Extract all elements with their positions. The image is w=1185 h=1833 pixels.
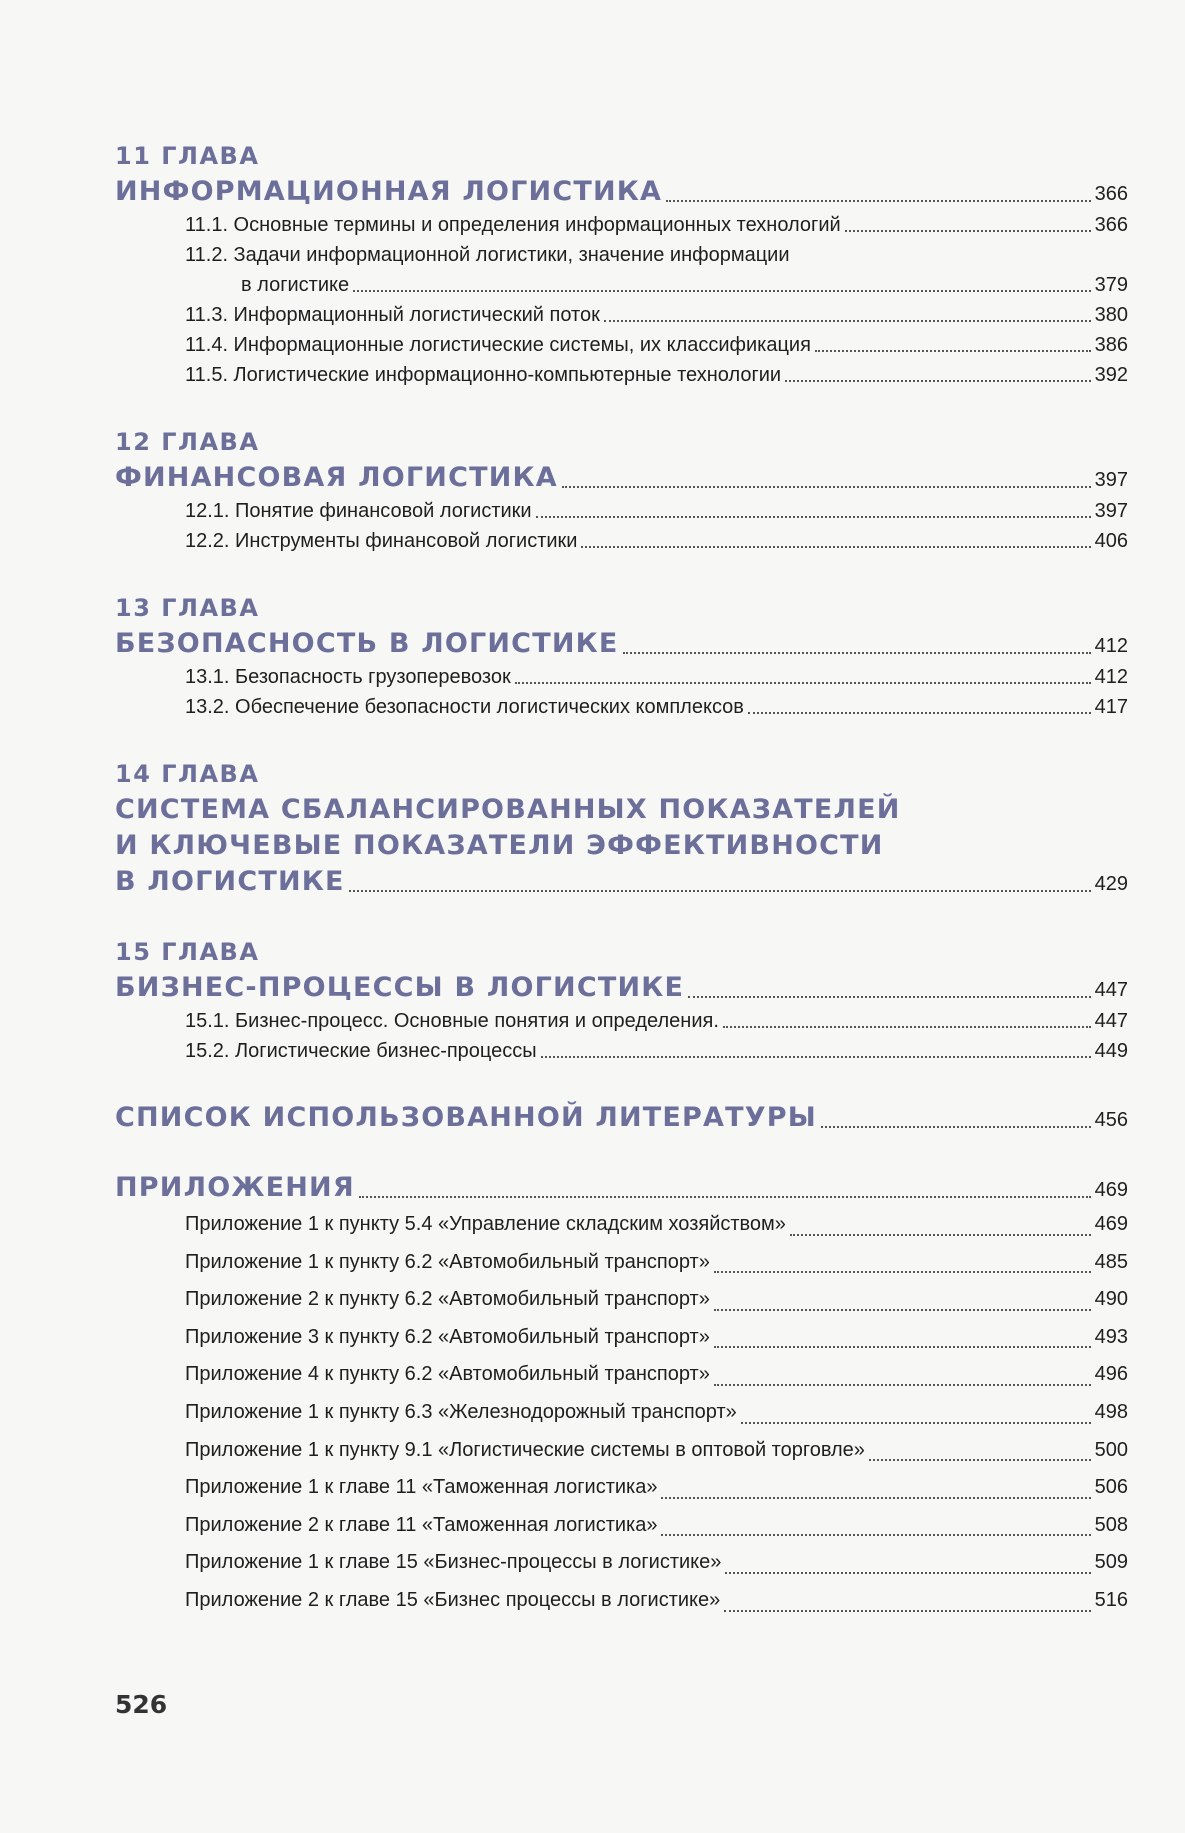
dot-leader (688, 995, 1090, 998)
chapter-11 (115, 138, 1128, 390)
entry-text: Приложение 1 к пункту 6.2 «Автомобильный транспорт» (185, 1250, 710, 1273)
page-ref: 485 (1094, 1250, 1128, 1273)
page-ref: 412 (1094, 666, 1128, 688)
dot-leader (723, 1025, 1091, 1028)
entry-text: 13.1. Безопасность грузоперевозок (185, 666, 511, 688)
appendix-entry[interactable] (115, 1507, 1128, 1545)
toc-entry[interactable] (115, 1006, 1128, 1036)
toc-entry[interactable] (115, 496, 1128, 526)
chapter-title: ИНФОРМАЦИОННАЯ ЛОГИСТИКА (115, 176, 663, 207)
chapter-number: 13 ГЛАВА (115, 594, 260, 622)
page-ref: 509 (1094, 1551, 1128, 1574)
dot-leader (821, 1125, 1091, 1128)
toc-entry[interactable] (115, 240, 1128, 300)
chapter-title-row[interactable] (115, 864, 1128, 900)
toc-entry[interactable] (115, 300, 1128, 330)
appendix-entry[interactable] (115, 1394, 1128, 1432)
dot-leader (714, 1308, 1091, 1311)
page-ref: 516 (1094, 1588, 1128, 1611)
page-ref: 469 (1094, 1179, 1128, 1201)
page-ref: 366 (1094, 214, 1128, 236)
toc-entry[interactable] (115, 526, 1128, 556)
page-ref: 397 (1094, 469, 1128, 491)
table-of-contents (115, 138, 1128, 1620)
chapter-number: 14 ГЛАВА (115, 760, 260, 788)
chapter-number: 12 ГЛАВА (115, 428, 260, 456)
dot-leader (714, 1270, 1091, 1273)
page-ref: 469 (1094, 1213, 1128, 1235)
page-ref: 496 (1094, 1363, 1128, 1386)
dot-leader (714, 1383, 1091, 1386)
entry-text: Приложение 1 к пункту 9.1 «Логистические системы в оптовой торговле» (185, 1438, 865, 1461)
entry-text: 11.1. Основные термины и определения информационных технологий (185, 214, 841, 236)
dot-leader (725, 1571, 1090, 1574)
chapter-13 (115, 590, 1128, 722)
dot-leader (714, 1345, 1091, 1348)
references-title: СПИСОК ИСПОЛЬЗОВАННОЙ ЛИТЕРАТУРЫ (115, 1102, 817, 1133)
dot-leader (562, 485, 1091, 488)
toc-entry[interactable] (115, 360, 1128, 390)
dot-leader (869, 1458, 1091, 1461)
dot-leader (581, 545, 1090, 548)
dot-leader (604, 319, 1091, 322)
dot-leader (536, 515, 1091, 518)
references-row[interactable] (115, 1100, 1128, 1136)
chapter-title-line: СИСТЕМА СБАЛАНСИРОВАННЫХ ПОКАЗАТЕЛЕЙ (115, 794, 901, 825)
dot-leader (353, 289, 1091, 292)
entry-text: 12.1. Понятие финансовой логистики (185, 500, 532, 522)
appendix-entry[interactable] (115, 1356, 1128, 1394)
dot-leader (724, 1609, 1090, 1612)
entry-text: Приложение 2 к главе 15 «Бизнес процессы в логистике» (185, 1588, 721, 1611)
page-ref: 397 (1094, 500, 1128, 522)
appendices-row[interactable] (115, 1170, 1128, 1206)
dot-leader (815, 349, 1091, 352)
toc-entry[interactable] (115, 1036, 1128, 1066)
chapter-12 (115, 424, 1128, 556)
page-ref: 508 (1094, 1513, 1128, 1536)
dot-leader (349, 889, 1091, 892)
page-ref: 447 (1094, 979, 1128, 1001)
dot-leader (661, 1496, 1090, 1499)
appendix-entry[interactable] (115, 1582, 1128, 1620)
toc-entry[interactable] (115, 662, 1128, 692)
entry-text-continuation: в логистике (241, 274, 350, 296)
dot-leader (541, 1055, 1091, 1058)
dot-leader (741, 1421, 1091, 1424)
entry-text: 12.2. Инструменты финансовой логистики (185, 530, 578, 552)
dot-leader (748, 711, 1091, 714)
chapter-title-row[interactable] (115, 626, 1128, 662)
page-ref: 500 (1094, 1438, 1128, 1461)
entry-text: 13.2. Обеспечение безопасности логистических комплексов (185, 696, 744, 718)
page-ref: 406 (1094, 530, 1128, 552)
dot-leader (790, 1233, 1091, 1236)
dot-leader (666, 199, 1090, 202)
entry-text: Приложение 1 к пункту 5.4 «Управление складским хозяйством» (185, 1213, 786, 1235)
appendix-entry[interactable] (115, 1544, 1128, 1582)
entry-text: 11.4. Информационные логистические системы, их классификация (185, 334, 811, 356)
entry-text: Приложение 4 к пункту 6.2 «Автомобильный транспорт» (185, 1363, 710, 1386)
appendix-entry[interactable] (115, 1281, 1128, 1319)
dot-leader (515, 681, 1091, 684)
entry-text: Приложение 2 к пункту 6.2 «Автомобильный транспорт» (185, 1288, 710, 1311)
appendix-entry[interactable] (115, 1432, 1128, 1470)
chapter-title-row[interactable] (115, 174, 1128, 210)
page-ref: 392 (1094, 364, 1128, 386)
appendix-entry[interactable] (115, 1469, 1128, 1507)
page-ref: 490 (1094, 1288, 1128, 1311)
appendix-entry[interactable] (115, 1319, 1128, 1357)
page-number: 526 (115, 1690, 168, 1719)
chapter-title: БЕЗОПАСНОСТЬ В ЛОГИСТИКЕ (115, 628, 619, 659)
page-ref: 493 (1094, 1325, 1128, 1348)
page-ref: 366 (1094, 183, 1128, 205)
entry-text: Приложение 3 к пункту 6.2 «Автомобильный транспорт» (185, 1325, 710, 1348)
entry-text: Приложение 2 к главе 11 «Таможенная логистика» (185, 1513, 658, 1536)
chapter-number: 11 ГЛАВА (115, 142, 260, 170)
dot-leader (661, 1533, 1090, 1536)
appendices-section (115, 1170, 1128, 1620)
entry-text: 15.2. Логистические бизнес-процессы (185, 1040, 537, 1062)
appendix-entry[interactable] (115, 1206, 1128, 1244)
dot-leader (845, 229, 1091, 232)
dot-leader (359, 1195, 1091, 1198)
chapter-title: В ЛОГИСТИКЕ (115, 866, 345, 897)
chapter-14 (115, 756, 1128, 900)
entry-text: 11.3. Информационный логистический поток (185, 304, 600, 326)
chapter-title: ФИНАНСОВАЯ ЛОГИСТИКА (115, 462, 558, 493)
page-ref: 379 (1094, 274, 1128, 296)
page-ref: 498 (1094, 1400, 1128, 1423)
appendices-title: ПРИЛОЖЕНИЯ (115, 1172, 355, 1203)
chapter-title-row[interactable] (115, 460, 1128, 496)
entry-text: Приложение 1 к главе 11 «Таможенная логистика» (185, 1476, 658, 1499)
page-ref: 386 (1094, 334, 1128, 356)
page-ref: 417 (1094, 696, 1128, 718)
entry-text: 11.5. Логистические информационно-компьютерные технологии (185, 364, 782, 386)
page-ref: 506 (1094, 1476, 1128, 1499)
page-ref: 412 (1094, 635, 1128, 657)
page-ref: 447 (1094, 1010, 1128, 1032)
dot-leader (785, 379, 1091, 382)
toc-entry[interactable] (115, 210, 1128, 240)
chapter-title-row[interactable] (115, 970, 1128, 1006)
entry-text: Приложение 1 к пункту 6.3 «Железнодорожный транспорт» (185, 1400, 737, 1423)
entry-text: 11.2. Задачи информационной логистики, значение информации (185, 244, 790, 266)
references-section (115, 1100, 1128, 1136)
page-ref: 429 (1094, 873, 1128, 895)
dot-leader (623, 651, 1091, 654)
appendix-entry[interactable] (115, 1244, 1128, 1282)
entry-text: Приложение 1 к главе 15 «Бизнес-процессы в логистике» (185, 1551, 722, 1574)
chapter-title: БИЗНЕС-ПРОЦЕССЫ В ЛОГИСТИКЕ (115, 972, 685, 1003)
chapter-title-line: И КЛЮЧЕВЫЕ ПОКАЗАТЕЛИ ЭФФЕКТИВНОСТИ (115, 830, 884, 861)
toc-entry[interactable] (115, 330, 1128, 360)
page-ref: 456 (1094, 1109, 1128, 1131)
chapter-number: 15 ГЛАВА (115, 938, 260, 966)
page-ref: 380 (1094, 304, 1128, 326)
entry-text: 15.1. Бизнес-процесс. Основные понятия и определения. (185, 1010, 719, 1032)
page-ref: 449 (1094, 1040, 1128, 1062)
toc-entry[interactable] (115, 692, 1128, 722)
chapter-15 (115, 934, 1128, 1066)
